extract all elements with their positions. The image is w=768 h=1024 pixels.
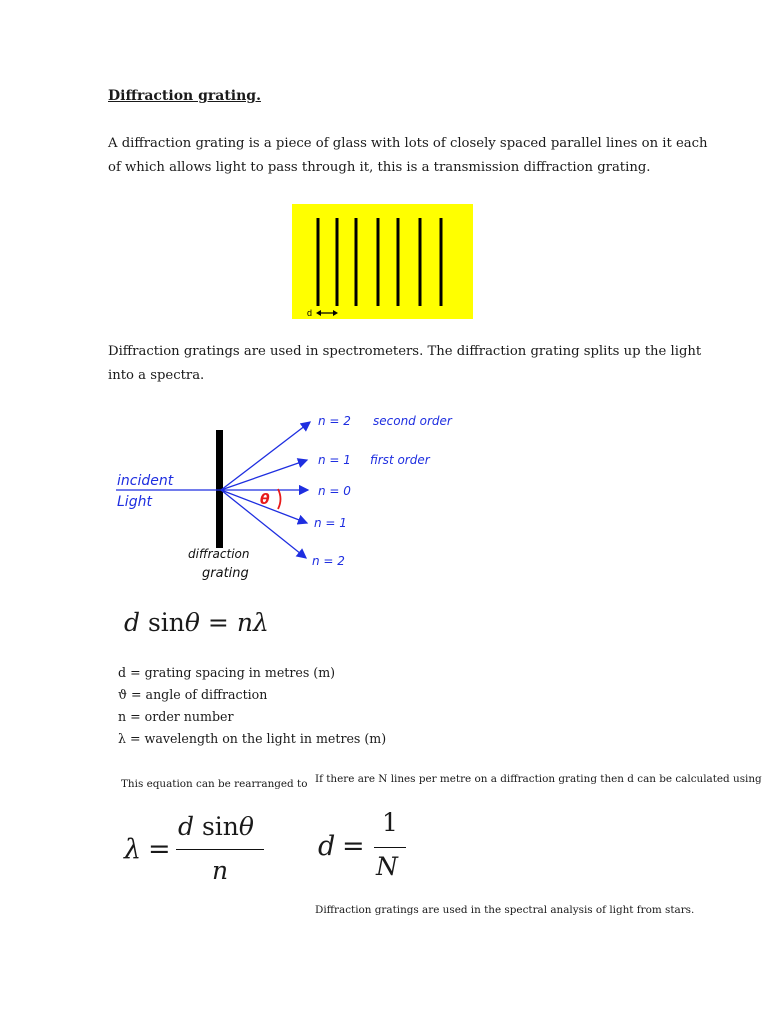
order-label-n1-bottom: n = 1 bbox=[314, 516, 347, 530]
definition-theta: ϑ = angle of diffraction bbox=[118, 687, 268, 702]
theta-arc bbox=[278, 489, 281, 509]
lambda-lhs: λ bbox=[124, 834, 142, 865]
d-lhs: d bbox=[318, 831, 336, 862]
ray-n1-top bbox=[221, 460, 307, 490]
lambda-equals: = bbox=[148, 834, 171, 865]
theta-label: θ bbox=[260, 492, 270, 508]
eq-sin: sin bbox=[147, 608, 185, 637]
lambda-num-sin: sin bbox=[201, 812, 239, 841]
grating-label-2: grating bbox=[202, 566, 249, 581]
grating-equation bbox=[124, 608, 269, 637]
ray-n2-top bbox=[221, 422, 310, 490]
rearranged-text: This equation can be rearranged to bbox=[121, 778, 308, 790]
order-note-second: second order bbox=[373, 414, 452, 428]
order-label-n2-bottom: n = 2 bbox=[312, 554, 345, 568]
lambda-equation bbox=[124, 812, 274, 892]
grating-lines bbox=[292, 204, 473, 319]
definition-d: d = grating spacing in metres (m) bbox=[118, 665, 336, 680]
eq-lambda: λ bbox=[252, 608, 269, 637]
order-label-n2-top: n = 2 bbox=[318, 414, 351, 428]
intro-paragraph: A diffraction grating is a piece of glass with lots of closely spaced parallel lines on it each of which allows light to pass through it, this is a transmission diffraction grating. bbox=[108, 136, 708, 175]
page-heading: Diffraction grating. bbox=[108, 88, 261, 104]
order-note-first: first order bbox=[370, 453, 430, 467]
double-arrow-icon bbox=[316, 310, 338, 316]
eq-theta: θ bbox=[184, 608, 200, 637]
eq-d: d bbox=[124, 608, 141, 637]
d-equals: = bbox=[342, 831, 365, 862]
d-denominator: N bbox=[376, 852, 398, 881]
eq-n: n bbox=[236, 608, 253, 637]
diffraction-diagram bbox=[100, 405, 480, 590]
incident-label: incident bbox=[117, 473, 174, 489]
d-fraction-bar bbox=[374, 847, 406, 848]
lambda-num-d: d bbox=[178, 812, 195, 841]
order-label-n1-top: n = 1 bbox=[318, 453, 351, 467]
order-label-n0: n = 0 bbox=[318, 484, 351, 498]
lambda-numerator bbox=[178, 812, 254, 841]
d-equation bbox=[318, 806, 418, 886]
grating-label-1: diffraction bbox=[188, 547, 250, 561]
grating-illustration bbox=[292, 204, 473, 319]
light-label: Light bbox=[117, 494, 152, 510]
d-numerator: 1 bbox=[382, 808, 398, 837]
lambda-num-theta: θ bbox=[238, 812, 254, 841]
spacing-label: d bbox=[307, 308, 313, 318]
eq-equals: = bbox=[207, 608, 229, 637]
lambda-denominator: n bbox=[212, 856, 229, 885]
lambda-fraction-bar bbox=[176, 849, 264, 850]
definition-n: n = order number bbox=[118, 709, 234, 724]
definition-lambda: λ = wavelength on the light in metres (m) bbox=[118, 731, 387, 746]
stars-text: Diffraction gratings are used in the spectral analysis of light from stars. bbox=[315, 904, 695, 916]
spectrometer-paragraph: Diffraction gratings are used in spectrometers. The diffraction grating splits up the light into a spectra. bbox=[108, 344, 702, 383]
lines-per-metre-text: If there are N lines per metre on a diffraction grating then d can be calculated using bbox=[315, 773, 762, 785]
